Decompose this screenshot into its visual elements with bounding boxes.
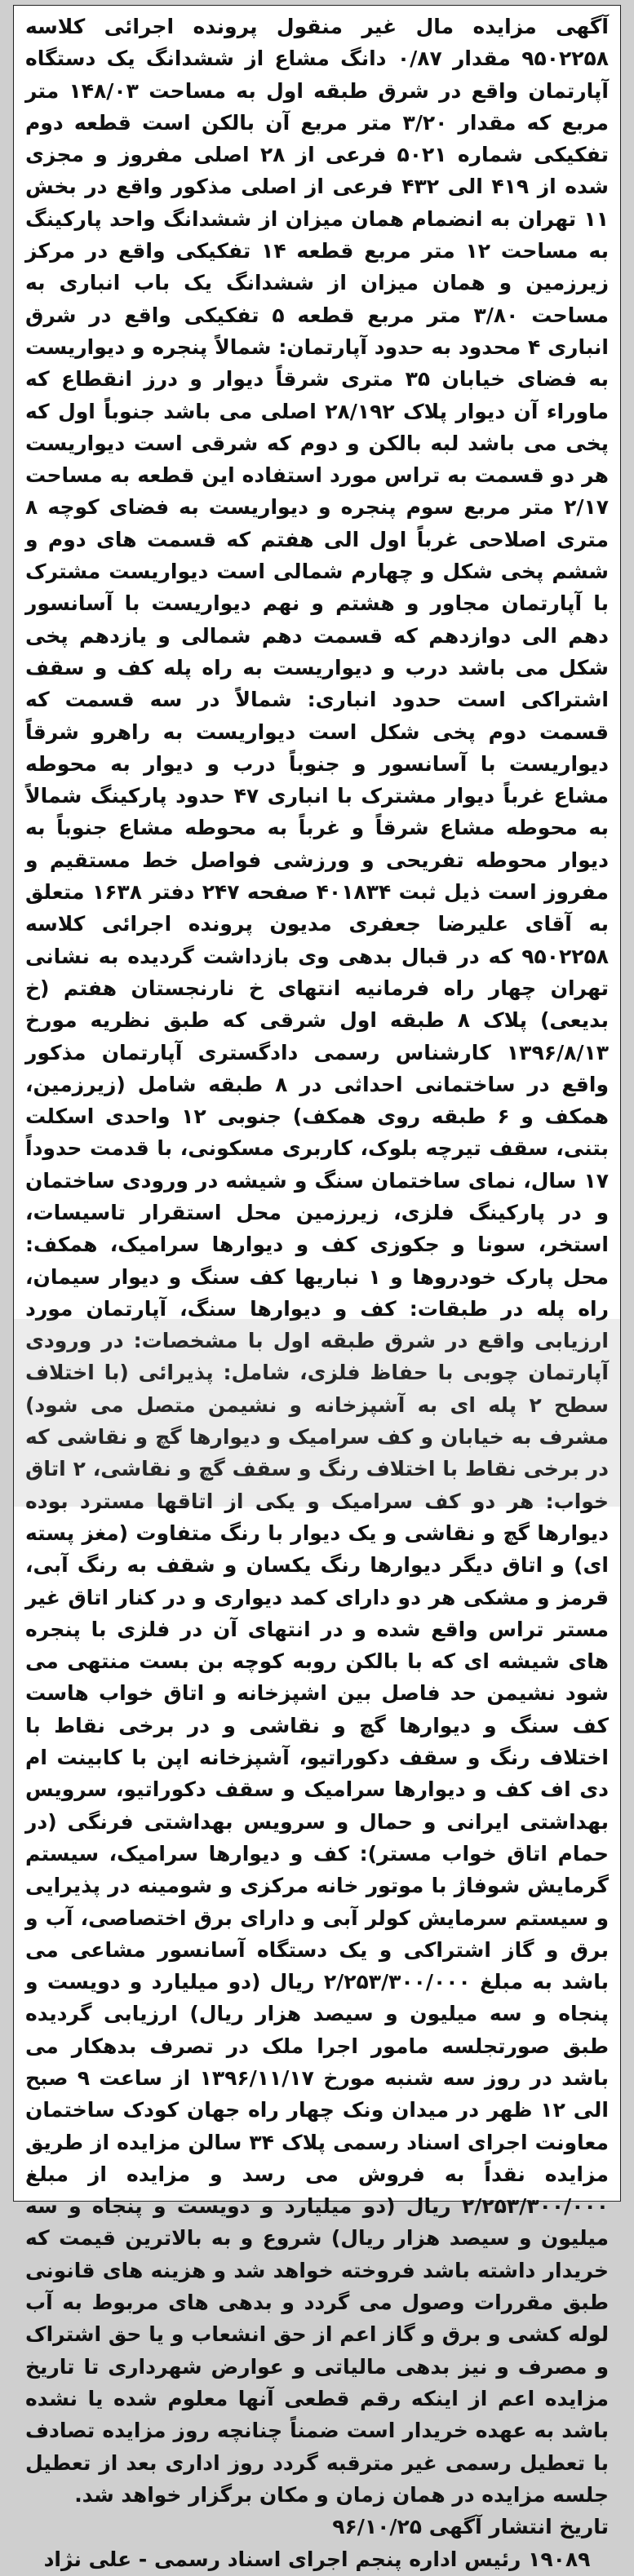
signature-line: ۱۹۰۸۹ رئیس اداره پنجم اجرای اسناد رسمی - علی نژاد — [43, 2547, 591, 2572]
publish-date: تاریخ انتشار آگهی ۹۶/۱۰/۲۵ — [332, 2515, 609, 2539]
newspaper-clipping — [13, 5, 621, 2572]
auction-notice — [14, 6, 620, 2511]
notice-body: آگهی مزایده مال غیر منقول پرونده اجرائی کلاسه ۹۵۰۲۲۵۸ مقدار ۰/۸۷ دانگ مشاع از ششدانگ یک دستگاه آپارتمان واقع در شرق طبقه اول به مساحت ۱۴۸/۰۳ متر مربع که مقدار ۳/۲۰ متر مربع آن بالکن است قطعه دوم تفکیکی شماره ۵۰۲۱ فرعی از ۲۸ اصلی مفروز و مجزی شده از ۴۱۹ الی ۴۳۲ فرعی از اصلی مذکور واقع در بخش ۱۱ تهران به انضمام همان میزان از ششدانگ واحد پارکینگ به مساحت ۱۲ متر مربع قطعه ۱۴ تفکیکی واقع در مرکز زیرزمین و همان میزان از ششدانگ یک باب انباری به مساحت ۳/۸۰ متر مربع قطعه ۵ تفکیکی واقع در شرق انباری ۴ محدود به حدود آپارتمان: شمالاً پنجره و دیواریست به فضای خیابان ۳۵ متری شرقاً دیوار و درز انقطاع که ماوراء آن دیوار پلاک ۲۸/۱۹۲ اصلی می باشد جنوباً اول که پخی می باشد لبه بالکن و دوم که شرقی است دیواریست هر دو قسمت به تراس مورد استفاده این قطعه به مساحت ۲/۱۷ متر مربع سوم پنجره و دیواریست به فضای کوچه ۸ متری اصلاحی غرباً اول الی هفتم که قسمت های دوم و ششم پخی شکل و چهارم شمالی است دیواریست مشترک با آپارتمان مجاور و هشتم و نهم دیواریست با آسانسور دهم الی دوازدهم که قسمت دهم شمالی و یازدهم پخی شکل می باشد درب و دیواریست به راه پله کف و سقف اشتراکی است حدود انباری: شمالاً در سه قسمت که قسمت دوم پخی شکل است دیواریست به راهرو شرقاً دیواریست با آسانسور و جنوباً درب و دیوار به محوطه مشاع غرباً دیوار مشترک با انباری ۴۷ حدود پارکینگ شمالاً به محوطه مشاع شرقاً و غرباً به محوطه مشاع جنوباً به دیوار محوطه تفریحی و ورزشی فواصل خط مستقیم و مفروز است ذیل ثبت ۴۰۱۸۳۴ صفحه ۲۴۷ دفتر ۱۶۳۸ متعلق به آقای علیرضا جعفری مدیون پرونده اجرائی کلاسه ۹۵۰۲۲۵۸ که در قبال بدهی وی بازداشت گردیده به نشانی تهران چهار راه فرمانیه انتهای خ نارنجستان هفتم (خ بدیعی) پلاک ۸ طبقه اول شرقی که طبق نظریه مورخ ۱۳۹۶/۸/۱۳ کارشناس رسمی دادگستری آپارتمان مذکور واقع در ساختمانی احداثی در ۸ طبقه شامل (زیرزمین، همکف و ۶ طبقه روی همکف) جنوبی ۱۲ واحدی اسکلت بتنی، سقف تیرچه بلوک، کاربری مسکونی، با قدمت حدوداً ۱۷ سال، نمای ساختمان سنگ و شیشه در ورودی ساختمان و در پارکینگ فلزی، زیرزمین محل استقرار تاسیسات، استخر، سونا و جکوزی کف و دیوارها سرامیک، همکف: محل پارک خودروها و ۱ نباریها کف سنگ و دیوار سیمان، راه پله در طبقات: کف و دیوارها سنگ، آپارتمان مورد ارزیابی واقع در شرق طبقه اول با مشخصات: در ورودی آپارتمان چوبی با حفاظ فلزی، شامل: پذیرائی (با اختلاف سطح ۲ پله ای به آشپزخانه و نشیمن متصل می شود) مشرف به خیابان و کف سرامیک و دیوارها گچ و نقاشی که در برخی نقاط با اختلاف رنگ و سقف گچ و نقاشی، ۲ اتاق خواب: هر دو کف سرامیک و یکی از اتاقها مسترد بوده دیوارها گچ و نقاشی و یک دیوار با رنگ متفاوت (مغز پسته ای) و اتاق دیگر دیوارها رنگ یکسان و شقف به رنگ آبی، قرمز و مشکی هر دو دارای کمد دیواری و در کنار اتاق غیر مستر تراس واقع شده و در انتهای آن در فلزی با پنجره های شیشه ای که با بالکن روبه کوچه بن بست منتهی می شود نشیمن حد فاصل بین اشپزخانه و اتاق خواب هاست کف سنگ و دیوارها گچ و نقاشی و در برخی نقاط با اختلاف رنگ و سقف دکوراتیو، آشپزخانه اپن با کابینت ام دی اف کف و دیوارها سرامیک و سقف دکوراتیو، سرویس بهداشتی ایرانی و حمال و سرویس بهداشتی فرنگی (در حمام اتاق خواب مستر): کف و دیوارها سرامیک، سیستم گرمایش شوفاژ با موتور خانه مرکزی و شومینه در پذیرایی و سیستم سرمایش کولر آبی و دارای برق اختصاصی، آب و برق و گاز اشتراکی و یک دستگاه آسانسور مشاعی می باشد به مبلغ ۲/۲۵۳/۳۰۰/۰۰۰ ریال (دو میلیارد و دویست و پنجاه و سه میلیون و سیصد هزار ریال) ارزیابی گردیده طبق صورتجلسه مامور اجرا ملک در تصرف بدهکار می باشد در روز سه شنبه مورخ ۱۳۹۶/۱۱/۱۷ از ساعت ۹ صبح الی ۱۲ ظهر در میدان ونک چهار راه جهان کودک ساختمان معاونت اجرای اسناد رسمی پلاک ۳۴ سالن مزایده از طریق مزایده نقداً به فروش می رسد و مزایده از مبلغ ۲/۲۵۳/۳۰۰/۰۰۰ ریال (دو میلیارد و دویست و پنجاه و سه میلیون و سیصد هزار ریال) شروع و به بالاترین قیمت که خریدار داشته باشد فروخته خواهد شد و هزینه های قانونی طبق مقررات وصول می گردد و بدهی های مربوط به آب لوله کشی و برق و گاز اعم از حق انشعاب و یا حق اشتراک و مصرف و نیز بدهی مالیاتی و عوارض شهرداری تا تاریخ مزایده اعم از اینکه رقم قطعی آنها معلوم شده یا نشده باشد به عهده خریدار است ضمناً چنانچه روز مزایده تصادف با تعطیل رسمی غیر مترقبه گردد روز اداری بعد از تعطیل جلسه مزایده در همان زمان و مکان برگزار خواهد شد. — [25, 15, 610, 2507]
